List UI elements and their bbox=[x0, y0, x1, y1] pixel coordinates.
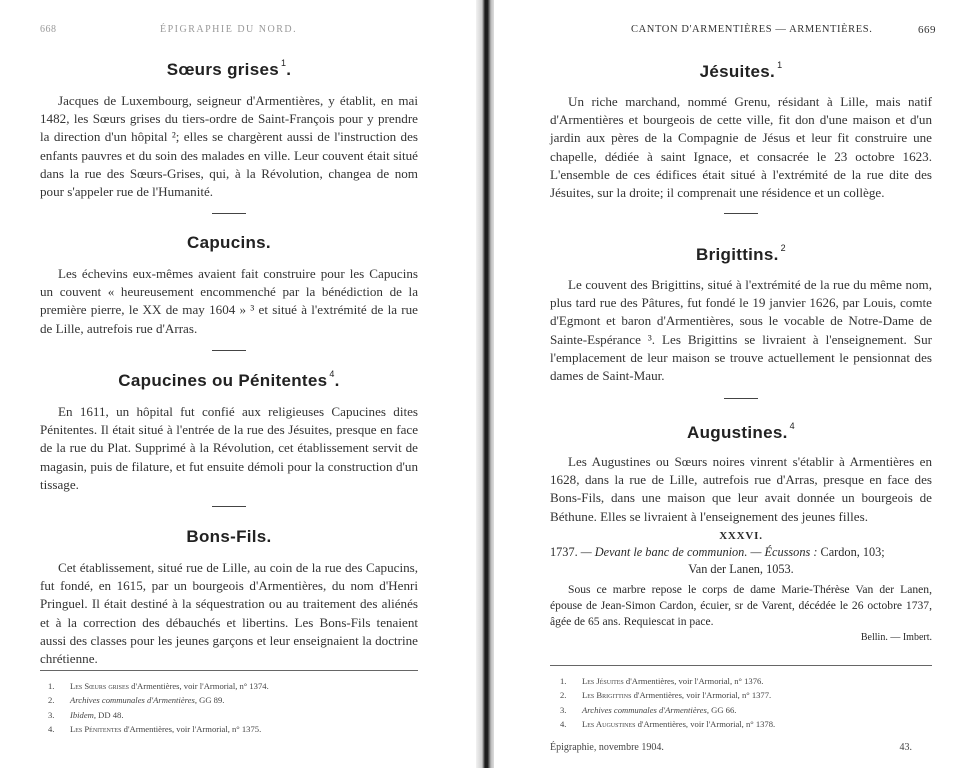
footnote: 1. Les Sœurs grises d'Armentières, voir l'Armorial, n° 1374. bbox=[48, 681, 269, 691]
section-text: Les Augustines ou Sœurs noires vinrent s'établir à Armentières en 1628, dans la rue de Lille, autrefois rue d'Arras, presque en face des Bons-Fils, dans une maison que leur avait donnée un bourgeois de Béthune. Elles se livraient à l'enseignement des jeunes filles. bbox=[550, 454, 932, 524]
section-title: Bons-Fils. bbox=[186, 527, 272, 546]
section-brigittins bbox=[550, 245, 932, 399]
footnote-rule bbox=[40, 670, 418, 671]
section-bons-fils bbox=[40, 527, 418, 668]
footer-sheet-number: 43. bbox=[899, 742, 912, 753]
inscription-heading: 1737. — Devant le banc de communion. — Écussons : Cardon, 103; bbox=[550, 544, 885, 559]
section-jesuites bbox=[550, 62, 932, 214]
section-title: Augustines. $^4$ bbox=[687, 421, 795, 442]
right-page-number: 669 bbox=[918, 24, 936, 36]
inscription-text: Sous ce marbre repose le corps de dame Marie-Thérèse Van der Lanen, épouse de Jean-Simon Cardon, écuier, sr de Varent, décédée le 26 octobre 1737, âgée de 65 ans. Requiescat in pace. bbox=[550, 582, 932, 628]
section-title: Sœurs grises $^1$. bbox=[166, 58, 292, 79]
left-page bbox=[0, 0, 478, 768]
section-capucins bbox=[40, 233, 418, 351]
section-title: Capucines ou Pénitentes $^4$. bbox=[118, 369, 340, 390]
separator-rule bbox=[724, 398, 758, 399]
section-capucines bbox=[40, 371, 418, 507]
book-gutter bbox=[476, 0, 496, 768]
right-footnotes bbox=[560, 674, 775, 732]
left-page-number: 668 bbox=[40, 24, 57, 35]
inscription-authors: Bellin. — Imbert. bbox=[860, 631, 932, 643]
footnote: 2. Les Brigittins d'Armentières, voir l'Armorial, n° 1377. bbox=[560, 690, 772, 701]
right-page bbox=[494, 0, 976, 768]
section-title: Brigittins. $^2$ bbox=[696, 243, 786, 264]
footer-edition: Épigraphie, novembre 1904. bbox=[550, 742, 664, 753]
footnote: 3. Ibidem, DD 48. bbox=[48, 709, 124, 720]
footnote: 4. Les Augustines d'Armentières, voir l'Armorial, n° 1378. bbox=[560, 719, 776, 730]
inscription-number: XXXVI. bbox=[719, 529, 763, 542]
section-text: Le couvent des Brigittins, situé à l'extrémité de la rue du même nom, plus tard rue des Pâtures, fut fondé le 19 janvier 1626, par Louis, comte d'Egmont et baron d'Armentières, sous le vocable de Notre-Dame de Sainte-Espérance ³. Les Brigittins se livraient à l'enseignement. Sur l'emplacement de leur maison se trouve actuellement le pensionnat des dames de Saint-Maur. bbox=[550, 277, 932, 384]
page-footer bbox=[550, 742, 912, 753]
left-running-head: ÉPIGRAPHIE DU NORD. bbox=[160, 24, 298, 35]
section-soeurs-grises bbox=[40, 60, 418, 214]
section-title: Capucins. bbox=[187, 233, 271, 252]
footnote-rule bbox=[550, 665, 932, 666]
section-augustines bbox=[550, 423, 932, 643]
right-running-head: CANTON D'ARMENTIÈRES — ARMENTIÈRES. bbox=[631, 24, 873, 35]
section-text: Un riche marchand, nommé Grenu, résidant à Lille, mais natif d'Armentières et bourgeois de cette ville, fit don d'une maison et d'un jardin aux pères de la Compagnie de Jésus et leur fit construire une chapelle, dédiée à saint Ignace, et consacrée le 23 octobre 1623. L'ensemble de ces édifices était situé à l'extrémité de la rue dite des Jésuites, sur la droite; il comprenait une résidence et un collège. bbox=[550, 94, 932, 201]
footnote: 1. Les Jésuites d'Armentières, voir l'Armorial, n° 1376. bbox=[560, 676, 764, 686]
section-text: Les échevins eux-mêmes avaient fait construire pour les Capucins un couvent « heureusement encommenché par la bénédiction de la première pierre, le XX de may 1604 » ³ et situé à l'extrémité de la rue de Lille, autrefois rue d'Arras. bbox=[40, 266, 418, 336]
separator-rule bbox=[212, 506, 246, 507]
footnote: 4. Les Pénitentes d'Armentières, voir l'Armorial, n° 1375. bbox=[48, 724, 262, 735]
separator-rule bbox=[212, 213, 246, 214]
inscription-heading-2: Van der Lanen, 1053. bbox=[688, 561, 794, 576]
separator-rule bbox=[724, 213, 758, 214]
separator-rule bbox=[212, 350, 246, 351]
section-text: Cet établissement, situé rue de Lille, au coin de la rue des Capucins, fut fondé, en 1615, par un bourgeois d'Armentières, du nom d'Henri Pringuel. Il était destiné à la séquestration ou au traitement des aliénés et à la correction des débauchés et libertins. Les Bons-Fils tenaient aussi des classes pour les jeunes garçons et leur enseignaient la doctrine chrétienne. bbox=[40, 560, 418, 667]
section-text: Jacques de Luxembourg, seigneur d'Armentières, y établit, en mai 1482, les Sœurs grises du tiers-ordre de Saint-François pour y prendre la direction d'un hôpital ²; elles se chargèrent aussi de l'instruction des enfants pauvres et du soin des malades en ville. Leur couvent était situé dans la rue des Sœurs-Grises, qui, à la Révolution, changea de nom pour s'appeler rue de l'Humanité. bbox=[40, 93, 418, 200]
section-title: Jésuites. $^1$ bbox=[699, 60, 783, 81]
section-text: En 1611, un hôpital fut confié aux religieuses Capucines dites Pénitentes. Il était situé à l'entrée de la rue des Jésuites, presque en face de la rue du Plat. Supprimé à la Révolution, cet établissement servit de magasin, puis de filature, et fut ensuite démoli pour la construction d'un tissage. bbox=[40, 404, 418, 492]
footnote: 2. Archives communales d'Armentières, GG 89. bbox=[48, 695, 225, 706]
left-footnotes bbox=[48, 679, 269, 737]
footnote: 3. Archives communales d'Armentières, GG 66. bbox=[560, 704, 737, 715]
